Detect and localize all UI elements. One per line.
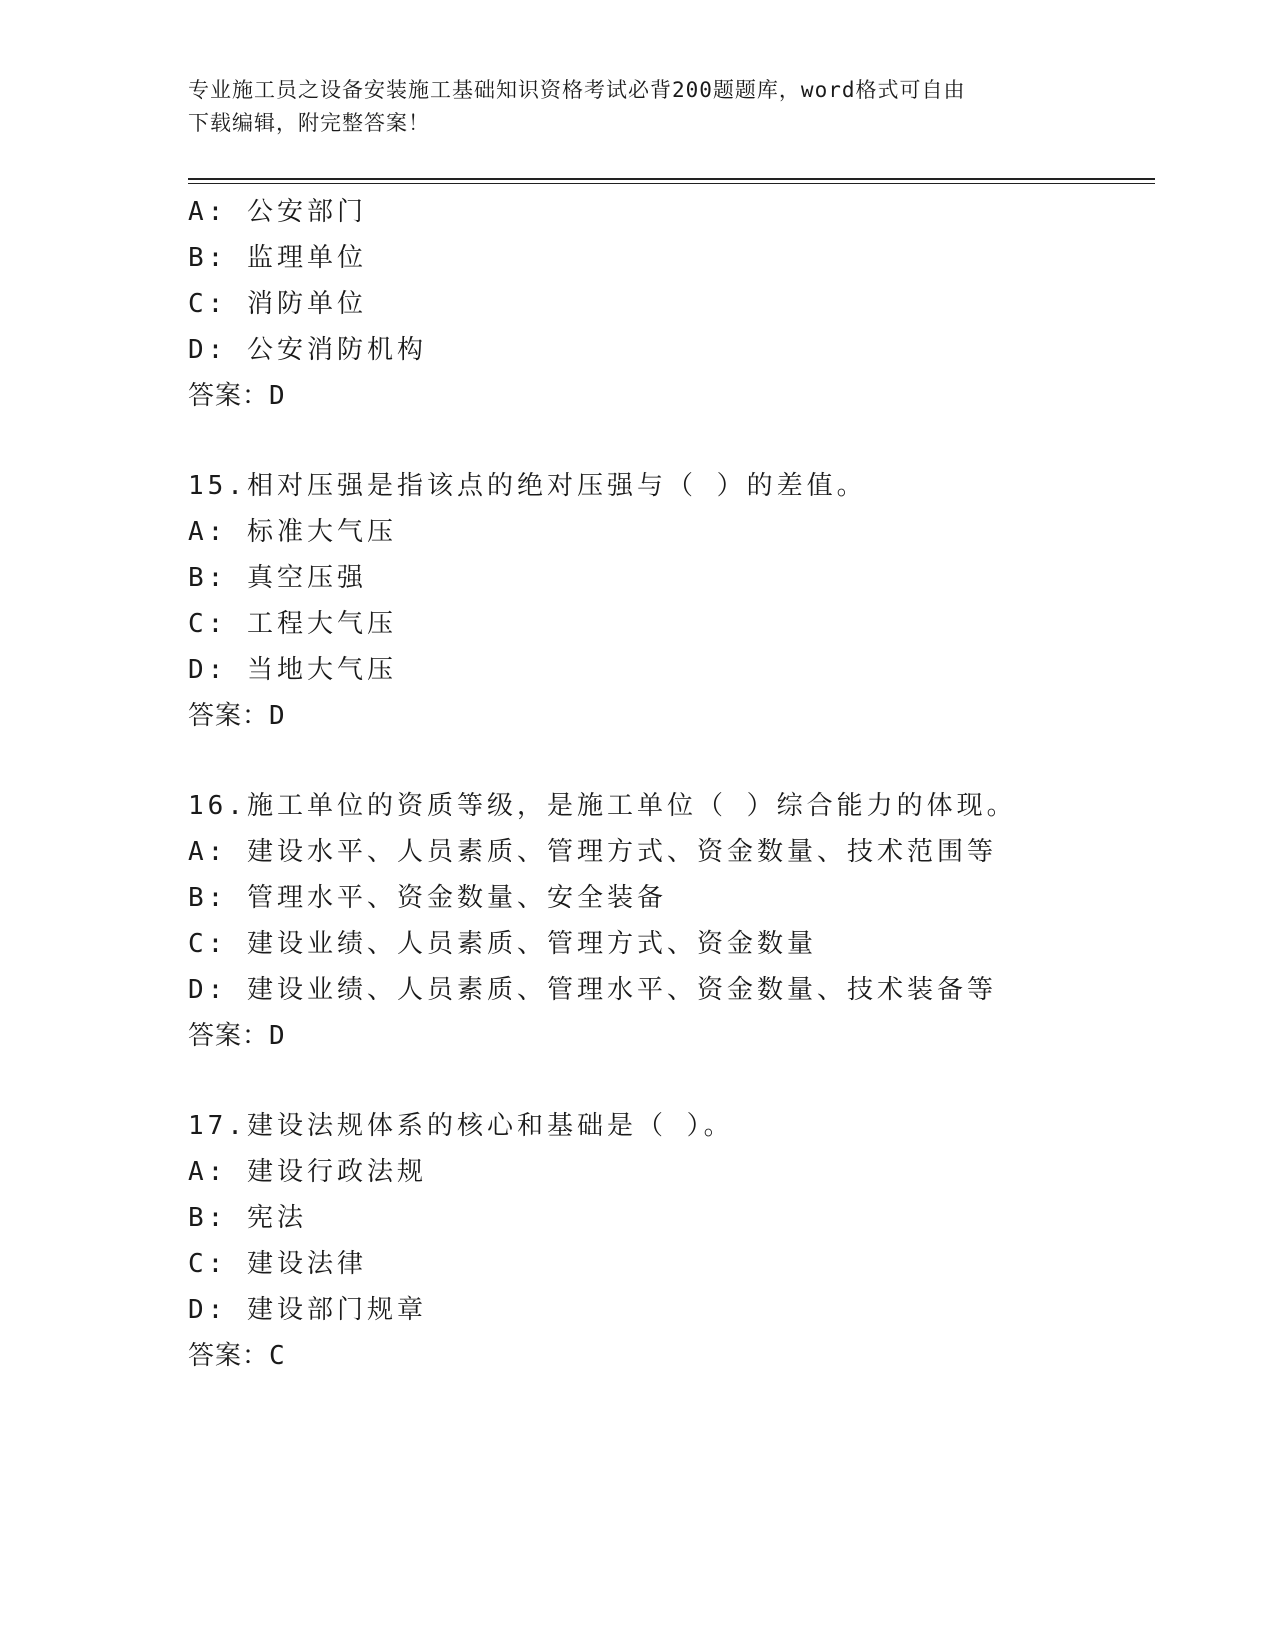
- question-15: [188, 463, 1148, 739]
- option-a: A: 标准大气压: [188, 517, 397, 547]
- answer-label: 答案：: [188, 1021, 270, 1051]
- question-stem: 16.施工单位的资质等级，是施工单位（ ）综合能力的体现。: [188, 791, 1017, 821]
- answer-value: D: [269, 701, 286, 731]
- question-14-continuation: [188, 189, 1148, 419]
- question-list: [188, 189, 1148, 1379]
- answer-value: D: [269, 381, 286, 411]
- header-divider-thick: [188, 178, 1155, 180]
- answer-label: 答案：: [188, 381, 270, 411]
- option-a: A: 建设水平、人员素质、管理方式、资金数量、技术范围等: [188, 837, 997, 867]
- option-d: D: 建设部门规章: [188, 1295, 427, 1325]
- option-b: B: 管理水平、资金数量、安全装备: [188, 883, 667, 913]
- option-a: A: 公安部门: [188, 197, 367, 227]
- option-d: D: 建设业绩、人员素质、管理水平、资金数量、技术装备等: [188, 975, 997, 1005]
- answer-value: D: [269, 1021, 286, 1051]
- option-d: D: 公安消防机构: [188, 335, 427, 365]
- header-line-1: 专业施工员之设备安装施工基础知识资格考试必背200题题库，word格式可自由: [188, 78, 966, 102]
- option-b: B: 宪法: [188, 1203, 307, 1233]
- answer-label: 答案：: [188, 1341, 270, 1371]
- answer-line: [188, 373, 1148, 419]
- header-line-2: 下载编辑，附完整答案！: [188, 111, 430, 135]
- question-stem: 15.相对压强是指该点的绝对压强与（ ）的差值。: [188, 471, 867, 501]
- option-c: C: 工程大气压: [188, 609, 397, 639]
- question-16: [188, 783, 1148, 1059]
- header-divider-thin: [188, 183, 1155, 184]
- answer-line: [188, 1333, 1148, 1379]
- option-d: D: 当地大气压: [188, 655, 397, 685]
- answer-line: [188, 1013, 1148, 1059]
- option-b: B: 监理单位: [188, 243, 367, 273]
- option-a: A: 建设行政法规: [188, 1157, 427, 1187]
- question-17: [188, 1103, 1148, 1379]
- answer-label: 答案：: [188, 701, 270, 731]
- option-c: C: 建设法律: [188, 1249, 367, 1279]
- option-b: B: 真空压强: [188, 563, 367, 593]
- option-c: C: 建设业绩、人员素质、管理方式、资金数量: [188, 929, 817, 959]
- option-c: C: 消防单位: [188, 289, 367, 319]
- document-header: [188, 74, 1088, 140]
- question-stem: 17.建设法规体系的核心和基础是（ ）。: [188, 1111, 734, 1141]
- answer-line: [188, 693, 1148, 739]
- answer-value: C: [269, 1341, 286, 1371]
